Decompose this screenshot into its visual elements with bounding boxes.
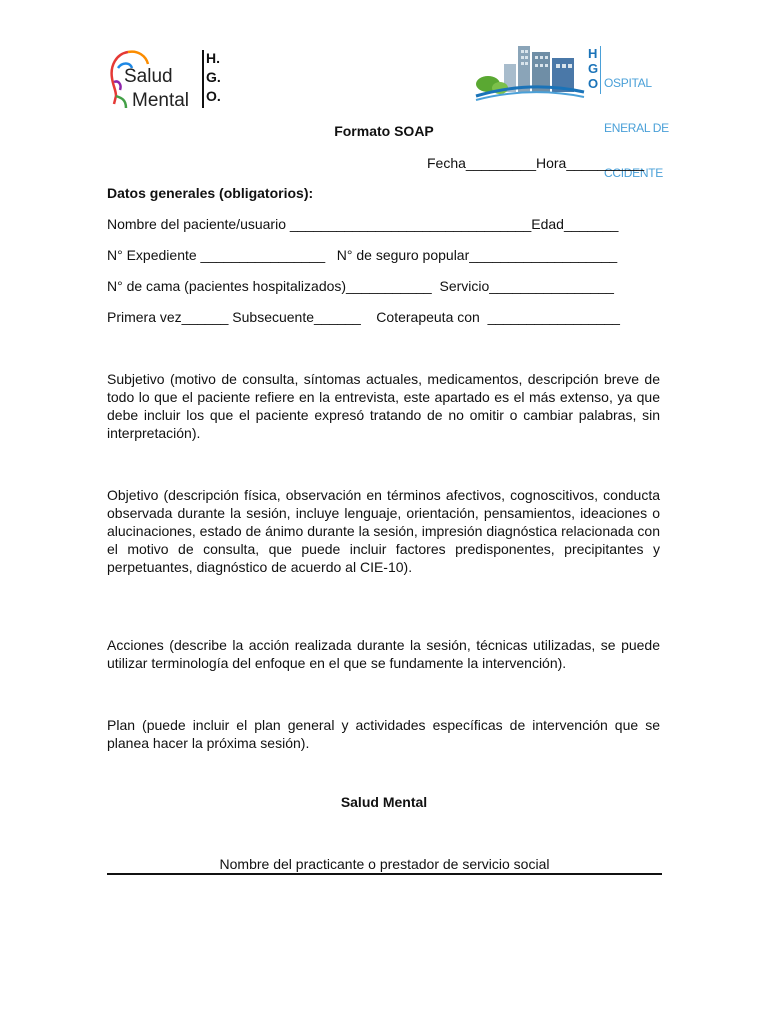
plan-paragraph: Plan (puede incluir el plan general y actividades específicas de intervención que se planea hacer la próxima sesión). <box>107 717 660 751</box>
objetivo-paragraph: Objetivo (descripción física, observación en términos afectivos, cognoscitivos, conducta observada durante la sesión, incluye lenguaje, orientación, pensamientos, ideaciones o alucinaciones, estado de ánimo durante la sesión, impresión diagnóstica relacionada con el motivo de consulta, que puede incluir factores predisponentes, precipitantes y perpetuantes, diagnóstico de acuerdo al CIE-10). <box>107 487 660 575</box>
logo-divider <box>202 50 204 108</box>
expediente-field[interactable]: N° Expediente ________________ N° de seguro popular___________________ <box>107 247 618 263</box>
hospital-name-line-1: OSPITAL <box>604 76 652 90</box>
hospital-initial-h: H <box>588 46 598 61</box>
acciones-paragraph: Acciones (describe la acción realizada durante la sesión, técnicas utilizadas, se puede utilizar terminología del enfoque en el que se fundamente la intervención). <box>107 637 660 671</box>
head-profile-icon <box>108 46 200 112</box>
signature-line <box>107 873 662 875</box>
signature-label: Nombre del practicante o prestador de servicio social <box>219 856 550 872</box>
logo-hgo-letters <box>206 49 224 106</box>
fecha-hora-field[interactable]: Fecha_________Hora__________ <box>427 155 645 171</box>
logo-mental-text: Mental <box>132 90 190 111</box>
hospital-name-line-2: ENERAL DE <box>604 121 669 135</box>
logo-letter-o: O. <box>206 88 221 104</box>
patient-name-field[interactable]: Nombre del paciente/usuario _______________________________Edad_______ <box>107 216 619 232</box>
salud-mental-logo <box>108 46 238 112</box>
logo-letter-h: H. <box>206 50 220 66</box>
hospital-initial-g: G <box>588 61 599 76</box>
section-heading: Datos generales (obligatorios): <box>107 185 314 201</box>
cama-servicio-field[interactable]: N° de cama (pacientes hospitalizados)___________ Servicio________________ <box>107 278 614 294</box>
footer-org: Salud Mental <box>340 794 428 810</box>
hospital-name-line-3: CCIDENTE <box>604 166 663 180</box>
hospital-name <box>604 46 669 211</box>
subjetivo-paragraph: Subjetivo (motivo de consulta, síntomas actuales, medicamentos, descripción breve de todo lo que el paciente refiere en la entrevista, este apartado es el más extenso, ya que debe incluir los que el paciente expresó tratando de no omitir o cambiar palabras, sin interpretación). <box>107 371 660 441</box>
hospital-initials <box>588 46 600 91</box>
visit-type-field[interactable]: Primera vez______ Subsecuente______ Coterapeuta con _________________ <box>107 309 620 325</box>
hospital-initial-o: O <box>588 76 599 91</box>
logo-letter-g: G. <box>206 69 221 85</box>
hospital-building-icon <box>474 40 586 102</box>
hospital-logo-divider <box>600 46 601 94</box>
page-title: Formato SOAP <box>334 123 434 139</box>
logo-salud-text: Salud <box>124 66 173 87</box>
